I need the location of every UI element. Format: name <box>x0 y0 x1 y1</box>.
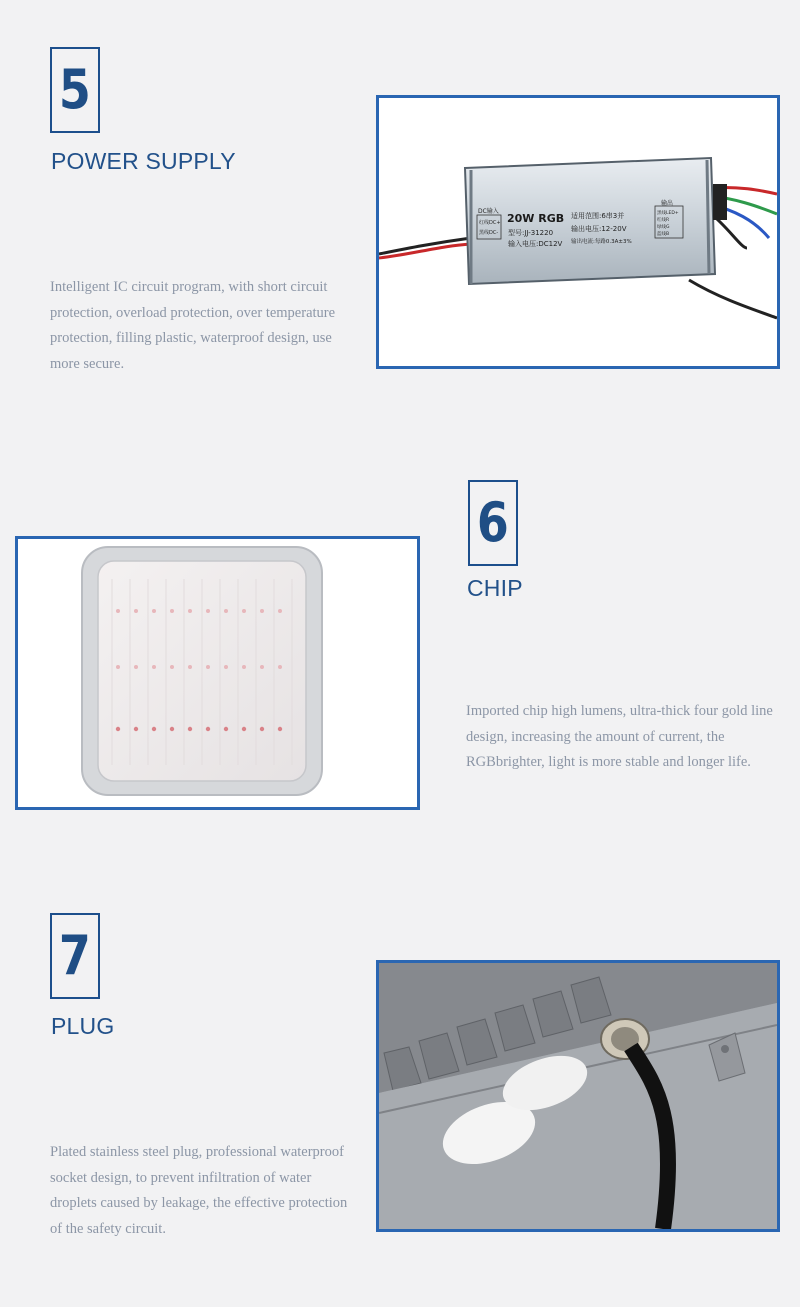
dc-input-label: DC输入 <box>478 208 499 215</box>
driver-output-voltage: 输出电压:12-20V <box>571 225 627 233</box>
section-title: PLUG <box>51 1013 115 1039</box>
section-number-box <box>50 913 100 999</box>
power-supply-photo <box>376 95 780 369</box>
output-r-label: 红线R <box>657 218 670 223</box>
section-number: 5 <box>59 58 91 121</box>
output-label: 输出 <box>661 200 674 207</box>
plug-photo <box>376 960 780 1232</box>
driver-input-voltage: 输入电压:DC12V <box>508 240 563 248</box>
driver-title: 20W RGB <box>507 212 565 225</box>
driver-model: 型号:JJ-31220 <box>508 229 554 237</box>
section-number-box <box>50 47 100 133</box>
output-common-label: 黑线LED+ <box>657 211 679 216</box>
section-number-box <box>468 480 518 566</box>
section-number: 6 <box>477 491 509 554</box>
driver-range: 适用范围:6串3并 <box>571 212 625 220</box>
output-b-label: 蓝线B <box>657 232 670 237</box>
section-title: POWER SUPPLY <box>51 148 236 174</box>
section-title: CHIP <box>467 575 523 601</box>
section-number: 7 <box>59 924 91 987</box>
driver-output-current: 输出电流:每路0.3A±3% <box>571 239 632 245</box>
section-description: Imported chip high lumens, ultra-thick four gold line design, increasing the amount of current, the RGBbrighter, light is more stable and longer life. <box>466 703 773 770</box>
red-line-label: 红线DC+ <box>479 220 501 226</box>
output-g-label: 绿线G <box>657 225 670 230</box>
black-line-label: 黑线DC- <box>479 230 499 236</box>
section-description: Intelligent IC circuit program, with short circuit protection, overload protection, over temperature protection, filling plastic, waterproof design, use more secure. <box>50 279 336 372</box>
section-description: Plated stainless steel plug, professional waterproof socket design, to prevent infiltration of water droplets caused by leakage, the effective protection of the safety circuit. <box>50 1144 348 1237</box>
chip-photo <box>15 536 420 810</box>
